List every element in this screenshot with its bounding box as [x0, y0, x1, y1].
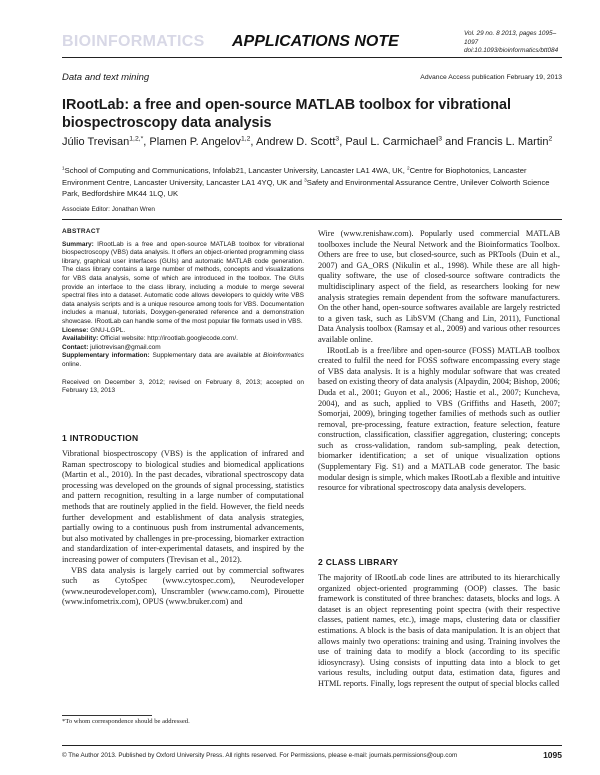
volume-line: Vol. 29 no. 8 2013, pages 1095–1097	[464, 30, 557, 46]
author-name: Paul L. Carmichael	[345, 136, 439, 148]
advance-access: Advance Access publication February 19, 2013	[420, 74, 562, 81]
received-dates: Received on December 3, 2012; revised on February 8, 2013; accepted on February 13, 2013	[62, 378, 304, 395]
author-name: Júlio Trevisan	[62, 136, 130, 148]
author-affil-sup: 1,2	[240, 135, 251, 143]
article-title: IRootLab: a free and open-source MATLAB toolbox for vibrational biospectroscopy data analysis	[62, 97, 512, 131]
footer-rule	[62, 745, 562, 746]
author-list: Júlio Trevisan$^{1,2,*}$, Plamen P. Angelov$^{1,2}$, Andrew D. Scott$^3$, Paul L. Carmichael$^3$ and Francis L. Martin$^2$	[62, 135, 553, 148]
contact-email[interactable]: juliotrevisan@gmail.com	[90, 343, 161, 351]
right-paragraph-2: IRootLab is a free/libre and open-source (FOSS) MATLAB toolbox created to fulfil the need for FOSS software encompassing every stage of VBS data analysis. It is a highly modular software that was created based on existing theory of data analysis (Alpaydin, 2004; Bishop, 2006; Duda et al., 2001; Guyon et al., 2006; Hastie et al., 2007; Kuncheva, 2004), and as such, applied to VBS (Griffiths and Haseth, 2007; Somorjai, 2009), bringing together families of methods such as outlier removal, pre-processing, feature extraction, feature selection, feature construction, classification, classifier aggregation, clustering; concepts such as cross-validation, random sub-sampling, peak detection, biomarker identification; a set of unique visualization options (Supplementary Fig. S1) and a MATLAB code generator. The basic modular design is simple, which makes IRootLab a flexible and intuitive resource for vibrational spectroscopy data analysis developers.	[318, 345, 560, 493]
header-rule	[62, 57, 562, 58]
license-text: GNU-LGPL.	[90, 326, 126, 334]
page-number: 1095	[543, 750, 562, 760]
abstract-block: ABSTRACT Summary: IRootLab is a free and open-source MATLAB toolbox for vibrational biospectroscopy (VBS) data analysis. It offers an object-oriented programming class library, graphical user interfaces (GUIs) and automatic MATLAB code generation. The class library contains a large number of methods, concepts and visualizations for VBS data analysis, some of which are introduced in the toolbox. The GUIs provide an interface to the class library, including a module to merge several spectral files into a dataset. Automatic code allows developers to quickly write VBS data analysis scripts and is a unique resource among tools for VBS. Documentation includes a manual, tutorials, Doxygen-generated reference and a demonstration showcase. IRootLab can handle some of the most popular file formats used in VBS. License: GNU-LGPL. Availability: Official website: http://irootlab.googlecode.com/. Contact: juliotrevisan@gmail.com Supplementary information: Supplementary data are available at Bioinformatics online. Received on December 3, 2012; revised on February 8, 2013; accepted on February 13, 2013	[62, 228, 304, 395]
author-name: Plamen P. Angelov	[149, 136, 241, 148]
author-affil-sup: 3	[335, 135, 340, 143]
author-affil-sup: 2	[548, 135, 553, 143]
class-library-paragraph: The majority of IRootLab code lines are attributed to its hierarchically organized object-oriented programming (OOP) classes. The basic framework is constituted of three branches: datasets, blocks and logs. A dataset is an object representing point spectra (with their respective classes, patient names, etc.), image maps, clustering data or classifier estimations. A block is the basis of data manipulation. It is an object that allows mainly two operations: training and using. Training involves the use of training data to modify a block (according to its specific idiosyncrasy). Using consists of inputting data into a block to get various results, including output data, estimation data, figures and HTML reports. Finally, logs represent the output of special blocks called	[318, 573, 560, 688]
section-heading-class-library: 2 CLASS LIBRARY	[318, 557, 399, 567]
class-library-text	[318, 573, 560, 690]
correspondence-footnote: *To whom correspondence should be addressed.	[62, 718, 190, 725]
subject-category: Data and text mining	[62, 72, 150, 83]
availability-link[interactable]: Official website: http://irootlab.googlecode.com/.	[100, 335, 238, 343]
journal-name: BIOINFORMATICS	[62, 33, 205, 50]
footnote-rule	[62, 715, 152, 716]
copyright-notice: © The Author 2013. Published by Oxford University Press. All rights reserved. For Permissions, please e-mail: journals.permissions@oup.com	[62, 752, 458, 759]
article-type: APPLICATIONS NOTE	[232, 33, 399, 50]
doi-line[interactable]: doi:10.1093/bioinformatics/btt084	[464, 47, 559, 55]
author-affil-sup: 1,2,*	[129, 135, 144, 143]
affiliations: $^1$School of Computing and Communications, Infolab21, Lancaster University, Lancaster LA1 4WA, UK, $^2$Centre for Biophotonics, Lancaster Environment Centre, Lancaster University, Lancaster LA1 4YQ, UK and $^3$Safety and Environmental Assurance Centre, Unilever Colworth Science Park, Bedfordshire MK44 1LQ, UK	[62, 165, 550, 198]
author-name: Andrew D. Scott	[255, 136, 336, 148]
author-affil-sup: 3	[438, 135, 443, 143]
intro-paragraph-2: VBS data analysis is largely carried out by commercial softwares such as CytoSpec (www.cytospec.com), Neurodeveloper (www.neurodeveloper.com), Unscrambler (www.camo.com), Pirouette (www.infometrix.com), OPUS (www.bruker.com) and	[62, 565, 304, 607]
right-column-text	[318, 229, 560, 494]
abstract-summary: IRootLab is a free and open-source MATLAB toolbox for vibrational biospectroscopy (VBS) data analysis. It offers an object-oriented programming class library, graphical user interfaces (GUIs) and automatic MATLAB code generation. The class library contains a large number of methods, concepts and visualizations for VBS data analysis, some of which are introduced in the toolbox. The GUIs provide an interface to the class library, including a module to merge several spectral files into a dataset. Automatic code allows developers to quickly write VBS data analysis scripts and is a unique resource among tools for VBS. Documentation includes a manual, tutorials, Doxygen-generated reference and a demonstration showcase. IRootLab can handle some of the most popular file formats used in VBS.	[62, 240, 304, 325]
section-heading-introduction: 1 INTRODUCTION	[62, 433, 139, 443]
intro-paragraph-1: Vibrational biospectroscopy (VBS) is the application of infrared and Raman spectroscopy to biological studies and biomedical applications (Martin et al., 2010). In the past decades, vibrational spectroscopy data processing was developed on the grounds of signal processing, statistics and pattern recognition, resulting in a large number of computational methods that are routinely applied in the field. However, the field needs further development and establishment of data analysis strategies, partially owing to a continuous push from instrumental advancements, but also motivated by challenges in pre-processing, biomarker extraction and standardization of inter-experimental datasets, and inspired by the increasing power of computers (Trevisan et al., 2012).	[62, 449, 304, 564]
associate-editor: Associate Editor: Jonathan Wren	[62, 206, 155, 213]
volume-info	[464, 30, 562, 56]
editor-rule	[62, 219, 562, 220]
journal-header	[62, 30, 562, 56]
intro-text	[62, 449, 304, 608]
abstract-heading: ABSTRACT	[62, 228, 101, 235]
right-paragraph-1: Wire (www.renishaw.com). Popularly used commercial MATLAB toolboxes include the Neural Network and the Bioinformatics Toolbox. Others are free to use, but closed-source, such as PRTools (Duin et al., 2007) and GA_ORS (Nikulin et al., 1998). While these are all high-quality software, the use of closed-source software contradicts the multidisciplinary aspect of the field, as researchers looking for new analysis strategies remain dependent from the software manufacturers. On the other hand, open-source softwares available are largely restricted to a given task, such as LibSVM (Chang and Lin, 2011), Functional Data Analysis toolbox (Ramsay et al., 2009) and various other resources available online.	[318, 229, 560, 344]
author-name: Francis L. Martin	[466, 136, 549, 148]
